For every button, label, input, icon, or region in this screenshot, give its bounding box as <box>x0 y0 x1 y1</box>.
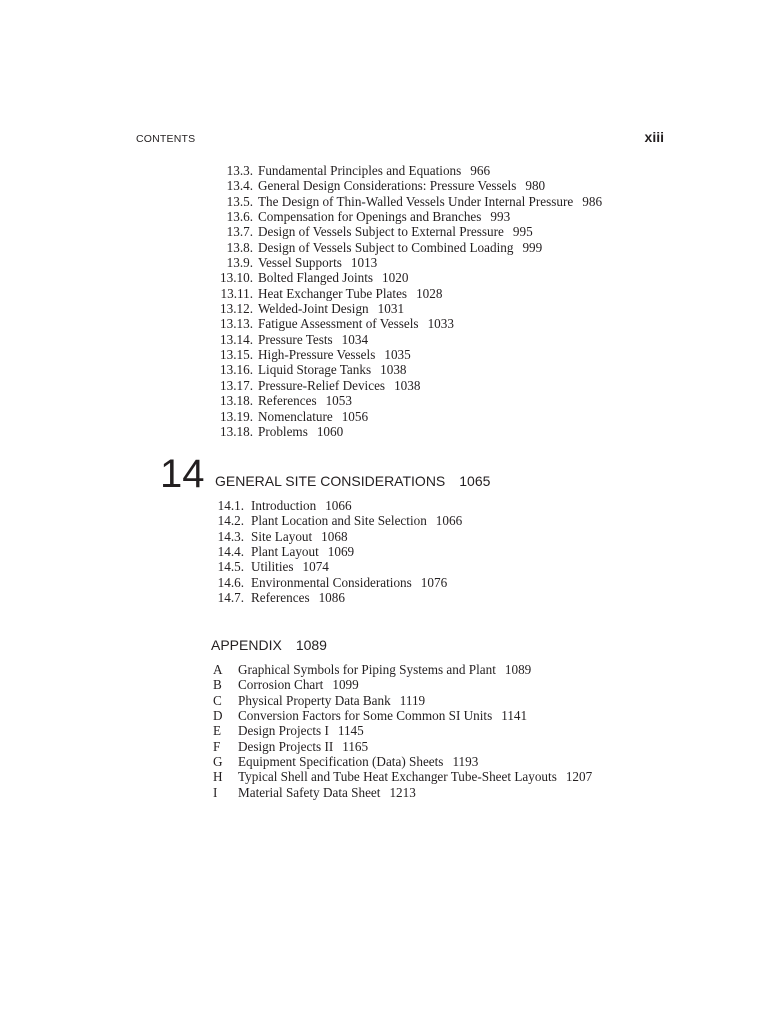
entry-title-line <box>238 769 592 784</box>
entry-page: 1060 <box>316 423 344 439</box>
entry-title: Design of Vessels Subject to Combined Loading <box>258 239 514 255</box>
entry-title-line <box>258 194 602 209</box>
entry-number: 14.5. <box>217 559 244 575</box>
entry-title-line <box>238 662 531 677</box>
entry-number: 13.5. <box>226 193 253 209</box>
entry-page: 1056 <box>341 408 369 424</box>
entry-title: References <box>258 393 317 409</box>
running-header-section: CONTENTS <box>136 133 196 145</box>
appendix-heading <box>211 637 327 653</box>
entry-title-line <box>238 754 478 769</box>
entry-title: Vessel Supports <box>258 255 342 271</box>
entry-number: 13.12. <box>220 301 253 317</box>
entry-title-line <box>258 301 404 316</box>
entry-number: 13.14. <box>220 331 253 347</box>
entry-title: Nomenclature <box>258 408 333 424</box>
entry-title-line <box>258 378 420 393</box>
entry-number: 13.18. <box>220 423 253 439</box>
entry-number: C <box>213 692 222 708</box>
entry-number: 14.7. <box>217 590 244 606</box>
entry-title: Introduction <box>251 498 317 513</box>
entry-number: 13.10. <box>220 270 253 286</box>
entry-title-line <box>238 785 416 800</box>
entry-number: G <box>213 754 223 770</box>
entry-number: 13.18. <box>220 393 253 409</box>
entry-page: 1069 <box>327 544 355 560</box>
entry-number: A <box>213 662 223 677</box>
entry-title: Equipment Specification (Data) Sheets <box>238 754 444 770</box>
entry-page: 1034 <box>341 331 369 347</box>
entry-page: 1066 <box>435 513 463 529</box>
entry-page: 1038 <box>380 362 407 378</box>
page-number: xiii <box>644 129 664 145</box>
entry-title: Design of Vessels Subject to External Pressure <box>258 224 504 240</box>
entry-title: Pressure Tests <box>258 331 333 347</box>
entry-title-line <box>238 739 368 754</box>
entry-page: 1089 <box>504 662 532 677</box>
entry-title-line <box>258 178 545 193</box>
entry-number: 13.16. <box>220 362 253 378</box>
entry-page: 1033 <box>427 316 454 332</box>
entry-title: The Design of Thin-Walled Vessels Under Internal Pressure <box>258 193 574 209</box>
entry-number: F <box>213 738 221 754</box>
entry-number: 13.13. <box>220 316 253 332</box>
entry-number: 13.9. <box>226 255 253 271</box>
entry-title-line <box>258 332 368 347</box>
entry-page: 1068 <box>321 528 348 544</box>
entry-page: 1013 <box>350 255 378 271</box>
entry-title-line <box>258 316 454 331</box>
entry-title: Heat Exchanger Tube Plates <box>258 285 408 301</box>
entry-title: Welded-Joint Design <box>258 301 369 317</box>
entry-title: General Design Considerations: Pressure Vessels <box>258 178 517 194</box>
entry-title-line <box>258 163 490 178</box>
entry-page: 1053 <box>325 393 352 409</box>
entry-number: E <box>213 723 222 739</box>
entry-page: 1165 <box>342 738 369 754</box>
entry-number: 13.8. <box>226 239 253 255</box>
entry-title-line <box>251 529 348 544</box>
entry-page: 1141 <box>501 708 528 724</box>
entry-title: Design Projects I <box>238 723 329 739</box>
entry-page: 1031 <box>377 301 405 317</box>
entry-title-line <box>258 270 408 285</box>
entry-title: Utilities <box>251 559 294 575</box>
entry-title: Physical Property Data Bank <box>238 692 391 708</box>
entry-title-line <box>258 347 411 362</box>
chapter-title: GENERAL SITE CONSIDERATIONS <box>215 473 446 489</box>
entry-title: Site Layout <box>251 528 313 544</box>
entry-title: Bolted Flanged Joints <box>258 270 374 286</box>
entry-title-line <box>258 286 442 301</box>
entry-page: 1028 <box>416 285 443 301</box>
entry-number: 13.17. <box>220 377 253 393</box>
entry-title: Problems <box>258 423 308 439</box>
entry-title-line <box>258 240 542 255</box>
entry-title-line <box>238 723 364 738</box>
entry-title-line <box>251 590 345 605</box>
entry-page: 1074 <box>302 559 329 575</box>
entry-number: 13.7. <box>226 224 253 240</box>
entry-title: Typical Shell and Tube Heat Exchanger Tube-Sheet Layouts <box>238 769 557 785</box>
entry-page: 999 <box>522 239 543 255</box>
entry-page: 1207 <box>565 769 593 785</box>
entry-title: Plant Location and Site Selection <box>251 513 427 529</box>
entry-title: Design Projects II <box>238 738 334 754</box>
entry-title-line <box>258 409 368 424</box>
entry-page: 1145 <box>337 723 364 739</box>
entry-page: 1066 <box>325 498 352 513</box>
entry-number: H <box>213 769 223 785</box>
entry-page: 1035 <box>384 347 411 363</box>
chapter-number: 14 <box>160 452 205 496</box>
entry-title: Fatigue Assessment of Vessels <box>258 316 419 332</box>
entry-title-line <box>258 362 407 377</box>
entry-page: 986 <box>582 193 603 209</box>
entry-title: Corrosion Chart <box>238 677 324 693</box>
entry-number: 14.6. <box>217 574 244 590</box>
entry-number: 13.15. <box>220 347 253 363</box>
entry-title-line <box>238 708 527 723</box>
entry-page: 1099 <box>332 677 359 693</box>
entry-page: 1213 <box>389 784 416 800</box>
entry-page: 1086 <box>318 590 345 606</box>
entry-number: 14.3. <box>217 528 244 544</box>
entry-title-line <box>258 209 510 224</box>
appendix-title: APPENDIX <box>211 637 282 653</box>
entry-title: Graphical Symbols for Piping Systems and Plant <box>238 662 496 677</box>
entry-title-line <box>251 513 462 528</box>
chapter-heading <box>215 473 490 489</box>
entry-title: References <box>251 590 310 606</box>
entry-title-line <box>251 559 329 574</box>
entry-number: B <box>213 677 222 693</box>
entry-page: 1193 <box>452 754 479 770</box>
entry-page: 1020 <box>382 270 409 286</box>
entry-number: 13.19. <box>220 408 253 424</box>
entry-title-line <box>258 393 352 408</box>
entry-number: 13.4. <box>226 178 253 194</box>
entry-title: Plant Layout <box>251 544 319 560</box>
entry-number: 14.2. <box>217 513 244 529</box>
entry-number: 14.1. <box>217 498 244 513</box>
entry-page: 1076 <box>420 574 448 590</box>
entry-title-line <box>238 693 425 708</box>
entry-title-line <box>258 255 377 270</box>
entry-title: Environmental Considerations <box>251 574 412 590</box>
entry-number: 13.11. <box>220 285 253 301</box>
appendix-page: 1089 <box>295 637 327 653</box>
entry-number: 14.4. <box>217 544 244 560</box>
entry-page: 995 <box>512 224 533 240</box>
entry-number: 13.3. <box>226 163 253 178</box>
entry-title: Liquid Storage Tanks <box>258 362 372 378</box>
entry-title: Pressure-Relief Devices <box>258 377 386 393</box>
entry-page: 1038 <box>394 377 421 393</box>
entry-page: 993 <box>490 209 511 225</box>
entry-page: 980 <box>525 178 546 194</box>
entry-title: Fundamental Principles and Equations <box>258 163 462 178</box>
entry-page: 1119 <box>399 692 426 708</box>
entry-title: Conversion Factors for Some Common SI Units <box>238 708 493 724</box>
entry-title-line <box>251 498 352 513</box>
entry-page: 966 <box>470 163 491 178</box>
entry-title: Material Safety Data Sheet <box>238 784 381 800</box>
entry-title-line <box>258 224 533 239</box>
entry-number: D <box>213 708 223 724</box>
chapter-page: 1065 <box>459 473 491 489</box>
entry-title: Compensation for Openings and Branches <box>258 209 482 225</box>
entry-title-line <box>258 424 343 439</box>
entry-number: I <box>213 784 218 800</box>
entry-title-line <box>251 575 447 590</box>
entry-title: High-Pressure Vessels <box>258 347 376 363</box>
entry-title-line <box>238 677 359 692</box>
entry-title-line <box>251 544 354 559</box>
entry-number: 13.6. <box>226 209 253 225</box>
